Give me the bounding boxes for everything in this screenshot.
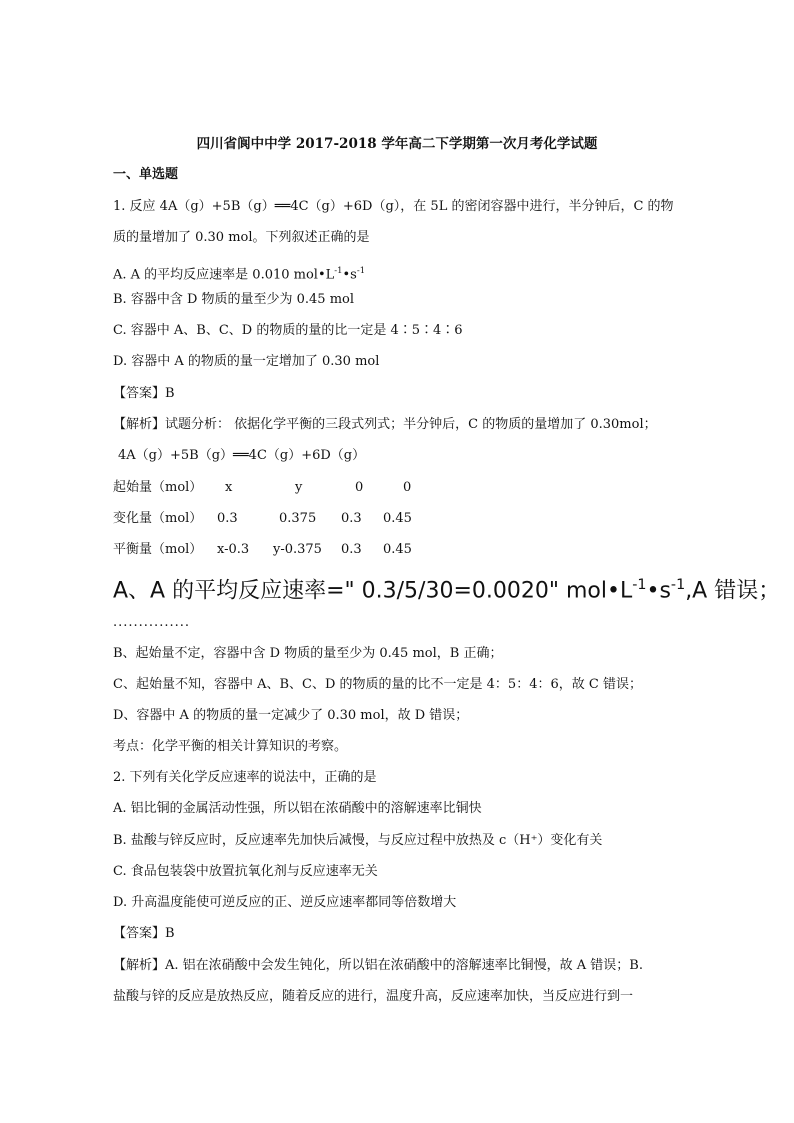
- question-1-stem-line-2: 质的量增加了 0.30 mol。下列叙述正确的是: [113, 230, 370, 245]
- cell-d: 0.45: [383, 542, 412, 557]
- big-exp1: -1: [632, 577, 647, 593]
- table-row-initial: [113, 478, 411, 498]
- question-1-option-a: [113, 260, 365, 285]
- cell-b: y-0.375: [273, 542, 322, 557]
- cell-a: x: [225, 480, 233, 495]
- question-1-answer: 【答案】B: [113, 386, 175, 401]
- question-2-analysis-line-1: 【解析】A. 铝在浓硝酸中会发生钝化，所以铝在浓硝酸中的溶解速率比铜慢，故 A 错误；B.: [113, 958, 643, 973]
- question-2-option-c: C. 食品包装袋中放置抗氧化剂与反应速率无关: [113, 864, 378, 879]
- question-2-analysis-line-2: 盐酸与锌的反应是放热反应，随着反应的进行，温度升高，反应速率加快，当反应进行到一: [113, 989, 634, 1004]
- cell-b: 0.375: [279, 511, 317, 526]
- cell-a: 0.3: [217, 511, 238, 526]
- big-mid: •s: [646, 578, 671, 604]
- cell-d: 0.45: [383, 511, 412, 526]
- question-2-stem: 2. 下列有关化学反应速率的说法中，正确的是: [113, 770, 377, 785]
- cell-a: x-0.3: [217, 542, 250, 557]
- cell-c: 0.3: [341, 511, 362, 526]
- explanation-c: C、起始量不知，容器中 A、B、C、D 的物质的量的比不一定是 4：5：4：6，故 C 错误；: [113, 677, 642, 692]
- cell-d: 0: [403, 480, 412, 495]
- explanation-a-large: [113, 571, 780, 605]
- question-1-option-c: C. 容器中 A、B、C、D 的物质的量的比一定是 4∶5∶4∶6: [113, 323, 463, 338]
- big-exp2: -1: [670, 577, 686, 593]
- question-1-stem-line-1: 1. 反应 4A（g）+5B（g）══4C（g）+6D（g），在 5L 的密闭容器中进行，半分钟后，C 的物: [113, 199, 674, 214]
- question-2-option-a: A. 铝比铜的金属活动性强，所以铝在浓硝酸中的溶解速率比铜快: [113, 801, 482, 816]
- reaction-equation: 4A（g）+5B（g）══4C（g）+6D（g）: [118, 448, 366, 463]
- dotted-continuation: ...............: [113, 615, 190, 630]
- question-1-option-d: D. 容器中 A 的物质的量一定增加了 0.30 mol: [113, 354, 380, 369]
- option-a-exp1: -1: [334, 265, 343, 275]
- question-2-option-d: D. 升高温度能使可逆反应的正、逆反应速率都同等倍数增大: [113, 895, 457, 910]
- table-row-change: [113, 509, 412, 529]
- question-2-answer: 【答案】B: [113, 926, 175, 941]
- option-a-text: A. A 的平均反应速率是 0.010 mol•L: [113, 267, 335, 283]
- explanation-d: D、容器中 A 的物质的量一定减少了 0.30 mol，故 D 错误；: [113, 708, 469, 723]
- big-post: ,A 错误；: [685, 578, 781, 604]
- table-row-equilibrium: [113, 540, 412, 560]
- row-label: 平衡量（mol）: [113, 542, 203, 557]
- row-label: 变化量（mol）: [113, 511, 203, 526]
- question-1-analysis: 【解析】试题分析： 依据化学平衡的三段式列式；半分钟后，C 的物质的量增加了 0.30mol；: [113, 417, 657, 432]
- big-text: A、A 的平均反应速率=" 0.3/5/30=0.0020" mol•L: [113, 578, 633, 604]
- knowledge-point: 考点：化学平衡的相关计算知识的考察。: [113, 739, 348, 754]
- explanation-b: B、起始量不定，容器中含 D 物质的量至少为 0.45 mol，B 正确；: [113, 646, 503, 661]
- page-title: 四川省阆中中学 2017-2018 学年高二下学期第一次月考化学试题: [196, 136, 598, 152]
- option-a-mid: •s: [342, 267, 357, 283]
- question-1-option-b: B. 容器中含 D 物质的量至少为 0.45 mol: [113, 292, 355, 307]
- cell-b: y: [295, 480, 303, 495]
- section-heading: 一、单选题: [113, 167, 179, 182]
- row-label: 起始量（mol）: [113, 480, 203, 495]
- option-a-exp2: -1: [356, 265, 366, 275]
- cell-c: 0.3: [341, 542, 362, 557]
- question-2-option-b: B. 盐酸与锌反应时，反应速率先加快后减慢，与反应过程中放热及 c（H⁺）变化有关: [113, 833, 603, 848]
- cell-c: 0: [355, 480, 364, 495]
